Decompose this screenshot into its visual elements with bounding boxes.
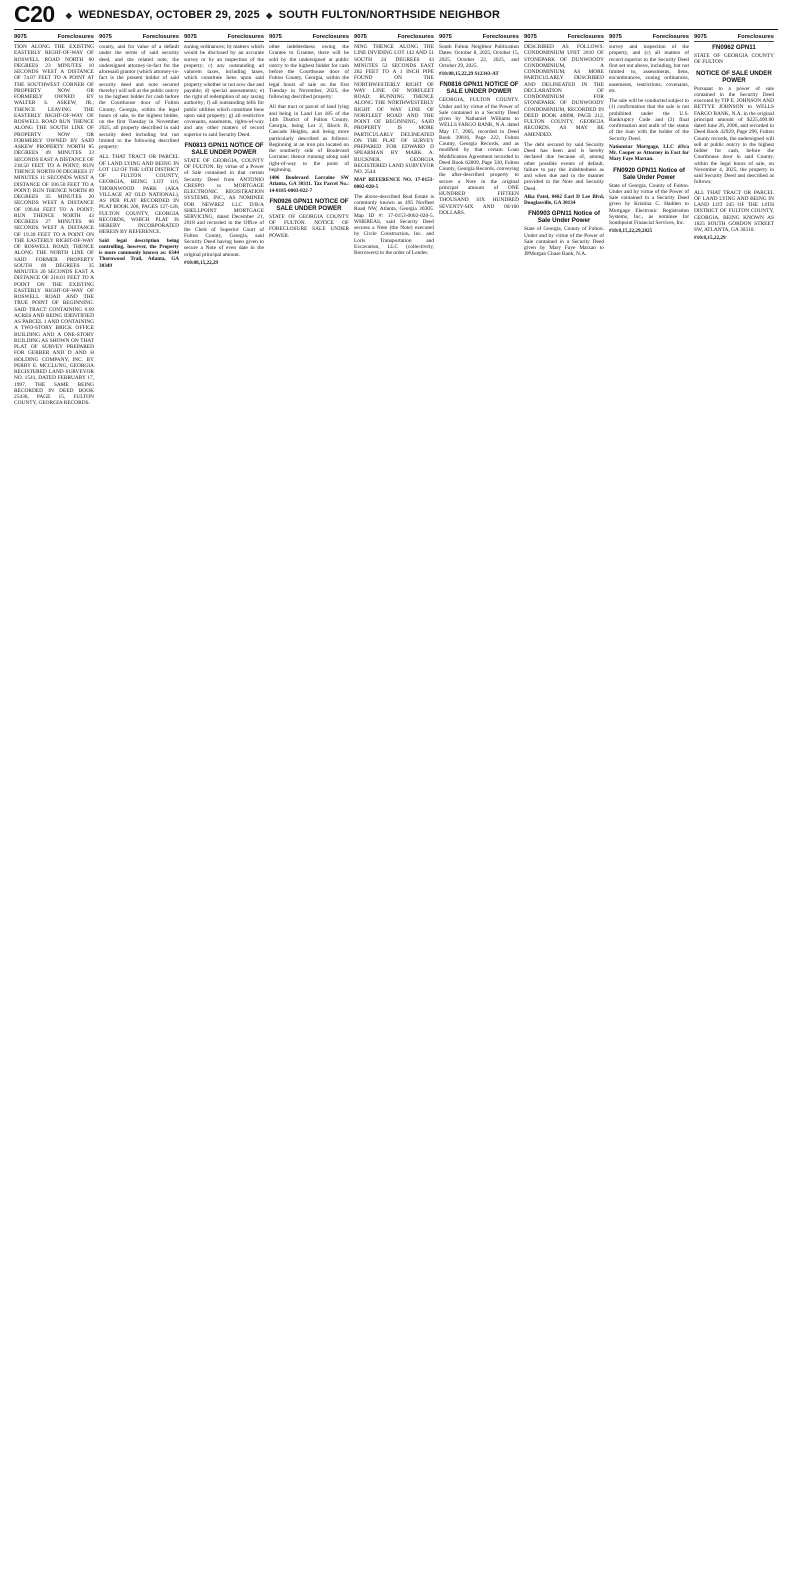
page-section: SOUTH FULTON/NORTHSIDE NEIGHBOR (278, 8, 501, 21)
legal-notice (524, 44, 604, 138)
column-header (184, 34, 264, 42)
column-code: 9075 (694, 34, 707, 40)
classified-columns (14, 34, 778, 1576)
classified-column (14, 34, 94, 1576)
diamond-icon: ◆ (65, 10, 73, 20)
legal-notice (609, 167, 689, 235)
notice-title: FN0962 GPN11 (712, 44, 756, 51)
legal-notice (694, 190, 774, 242)
legal-notice (184, 44, 264, 138)
legal-notice (439, 44, 519, 77)
notice-body: South Fulton Neighbor Publication Dates: October 8, 2025, October 15, 2025, October 22, 2025, and October 29, 2025. (439, 44, 519, 69)
legal-notice (609, 44, 689, 94)
notice-body: TION ALONG THE EXISTING EASTERLY RIGHT-OF-WAY OF ROSWELL ROAD NORTH 00 DEGREES 23 MINUTES 10 SECONDS WEST A DISTANCE OF 74.07 FEET TO A POINT AT THE SOUTHWEST CORNER OF PROPERTY NOW OR FORMERLY OWNED BY WALTER S. ASKEW, JR.; THENCE LEAVING THE EASTERLY RIGHT-OF-WAY OF ROSWELL ROAD RUN THENCE ALONG THE SOUTH LINE OF PROPERTY NOW OR FORMERLY OWNED BY SAID ASKEW PROPERTY NORTH 85 DEGREES 49 MINUTES 33 SECONDS EAST A DISTANCE OF 218.50 FEET TO A POINT; RUN THENCE NORTH 00 DEGREES 37 MINUTES 11 SECONDS WEST A DISTANCE OF 106.50 FEET TO A POINT; RUN THENCE NORTH 89 DEGREES 35 MINUTES 20 SECONDS WEST A DISTANCE OF 196.84 FEET TO A POINT; RUN THENCE NORTH 43 DEGREES 27 MINUTES 06 SECONDS WEST A DISTANCE OF 19.30 FEET TO A POINT ON THE EASTERLY RIGHT-OF-WAY OF ROSWELL ROAD; THENCE ALONG THE NORTH LINE OF SAID FORMER PROPERTY SOUTH 89 DEGREES 35 MINUTES 20 SECONDS EAST A DISTANCE OF 218.01 FEET TO A POINT ON THE EXISTING EASTERLY RIGHT-OF-WAY OF ROSWELL ROAD AND THE TRUE POINT OF BEGINNING. SAID TRACT CONTAINING 0.69 ACRES AND BEING IDENTIFIED AS PARCEL 1 AND CONTAINING A TWO-STORY BRICK OFFICE BUILDING AND A ONE-STORY BUILDING AS SHOWN ON THAT PLAT OF SURVEY PREPARED FOR GERBER AND D AND H HOLDING COMPANY, INC. BY PERRY E. MCCLUNG, GEORGIA REGISTERED LAND SURVEYOR NO. 1541, DATED FEBRUARY 17, 1997, THE SAME BEING RECORDED IN DEED BOOK 25436, PAGE 15, FULTON COUNTY, GEORGIA RECORDS. (14, 44, 94, 407)
notice-body: State of Georgia, County of Fulton. Under and by virtue of the Power of Sale contained in a Security Deed given by Mary Faye Marzan to JPMorgan Chase Bank, N.A. (524, 226, 604, 258)
column-section: Foreclosures (652, 34, 689, 40)
notice-body: The debt secured by said Security Deed has been and is hereby declared due because of, among other possible events of default, failure to pay the indebtedness as and when due and in the manner provided in the Note and Security Deed. (524, 141, 604, 192)
column-header (14, 34, 94, 42)
legal-notice (354, 44, 434, 190)
notice-reference: Nationstar Mortgage, LLC d/b/a Mr. Cooper as Attorney in Fact for Mary Faye Marzan. (609, 143, 689, 163)
notice-title: FN0813 GPN11 NOTICE OF SALE UNDER POWER (184, 141, 264, 156)
legal-notice (99, 44, 179, 150)
column-code: 9075 (524, 34, 537, 40)
notice-body: DESCRIBED AS FOLLOWS: CONDOMINIUM UNIT 2010 OF STONEPARK OF DUNWOODY CONDOMINIUM, A CONDOMINIUM, AS MORE PARTICULARLY DESCRIBED AND DELINEATED IN THE DECLARATION OF CONDOMINIUM FOR STONEPARK OF DUNWOODY CONDOMINIUM, RECORDED IN DEED BOOK 40898, PAGE 212, FULTON COUNTY, GEORGIA RECORDS, AS MAY BE AMENDED. (524, 44, 604, 138)
notice-reference: Alka Patel, 8462 Earl D Lee Blvd, Douglasville, GA 30134 (524, 193, 604, 206)
classified-column (609, 34, 689, 1576)
legal-notice (524, 142, 604, 207)
legal-notice (354, 194, 434, 257)
column-section: Foreclosures (142, 34, 179, 40)
notice-reference: 1406 Boulevard Lorraine SW Atlanta, GA 30311. Tax Parcel No.: 14-0185-0003-022-7 (269, 175, 349, 194)
column-section: Foreclosures (312, 34, 349, 40)
column-section: Foreclosures (567, 34, 604, 40)
classified-column (524, 34, 604, 1576)
legal-notice (269, 44, 349, 100)
notice-reference: #10:8,15,22,29 (694, 235, 726, 242)
notice-reference: #10:08,15,22,29 S12343-AT (439, 71, 499, 77)
notice-body: The above-described Real Estate is commonly known as 495 Norfleet Road NW, Atlanta, Georgia 30305. Map ID #: 17-0153-0002-020-5. WHEREAS, said Security Deed secures a Note (the Note) executed by Circle Construction, Inc. and Loris Transportation and Excavation, LLC (collectively, Borrowers) to the order of Lender. (354, 193, 434, 256)
notice-title: FN0816 GPN11 NOTICE OF SALE UNDER POWER (439, 81, 519, 96)
column-code: 9075 (269, 34, 282, 40)
notice-title: FN0920 GPN11 Notice of Sale Under Power (613, 166, 685, 181)
column-code: 9075 (99, 34, 112, 40)
classified-column (99, 34, 179, 1576)
column-header (99, 34, 179, 42)
legal-notice (524, 210, 604, 257)
notice-body: GEORGIA, FULTON COUNTY. Under and by virtue of the Power of Sale contained in a Security Deed given by Nathaniel Williams to WELLS FARGO BANK, N.A. dated May 17, 2005, recorded in Deed Book 39816, Page 222, Fulton County, Georgia Records, and as modified by that certain Loan Modification Agreement recorded in Deed Book 62809, Page 330, Fulton County, Georgia Records, conveying the after-described property to secure a Note in the original principal amount of ONE HUNDRED FIFTEEN THOUSAND SIX HUNDRED SEVENTY-SIX AND 00/100 DOLLARS. (439, 97, 519, 216)
legal-notice (609, 98, 689, 163)
legal-notice (694, 70, 774, 186)
notice-title: NOTICE OF SALE UNDER POWER (696, 69, 772, 84)
legal-notice (269, 104, 349, 194)
classified-column (694, 34, 774, 1576)
legal-notice (269, 198, 349, 239)
column-header (524, 34, 604, 42)
column-code: 9075 (439, 34, 452, 40)
page-date: WEDNESDAY, OCTOBER 29, 2025 (78, 8, 260, 21)
notice-reference: #10:08,15,22,29 (184, 259, 219, 266)
notice-body: zoning ordinances; b) matters which would be disclosed by an accurate survey or by an inspection of the property; c) any outstanding ad valorem taxes, including taxes, which constitute liens upon said property whether or not now due and payable; d) special assessments; e) the right of redemption of any taxing authority; f) all outstanding bills for public utilities which constitute liens upon said property; g) all restrictive covenants, easements, rights-of-way and any other matters of record superior to said Security Deed. (184, 44, 264, 138)
notice-body: STATE OF GEORGIA COUNTY OF FULTON. NOTICE OF FORECLOSURE SALE UNDER POWER. (269, 213, 349, 239)
classified-column (354, 34, 434, 1576)
notice-reference: #10:8,15,22,29,2025 (609, 228, 653, 235)
notice-body: ALL THAT TRACT OR PARCEL OF LAND LYING AND BEING IN LAND LOT 245 OF THE 14TH DISTRICT OF FULTON COUNTY, GEORGIA, BEING KNOWN AS 1825 SOUTH GORDON STREET SW, ATLANTA, GA 30310. (694, 189, 774, 233)
column-header (269, 34, 349, 42)
column-code: 9075 (14, 34, 27, 40)
column-section: Foreclosures (737, 34, 774, 40)
notice-body: All that tract or parcel of land lying and being in Land Lot 185 of the 14th District of Fulton County, Georgia, being Lot 2, Block B, Cascade Heights, and being more particularly described as follows: Beginning at an iron pin located on the southerly side of Boulevard Lorraine; thence running along said right-of-way to the point of beginning. (269, 104, 349, 173)
page-masthead (14, 0, 778, 30)
diamond-icon: ◆ (266, 10, 273, 20)
column-section: Foreclosures (397, 34, 434, 40)
legal-notice (184, 142, 264, 266)
page-number: C20 (14, 1, 55, 27)
notice-body: The sale will be conducted subject to (1) confirmation that the sale is not prohibited under the U.S. Bankruptcy Code and (2) final confirmation and audit of the status of the loan with the holder of the Security Deed. (609, 98, 689, 142)
column-section: Foreclosures (482, 34, 519, 40)
column-code: 9075 (184, 34, 197, 40)
legal-notice (694, 44, 774, 66)
notice-body: STATE OF GEORGIA COUNTY OF FULTON (694, 53, 774, 66)
notice-title: FN0926 GPN11 NOTICE OF SALE UNDER POWER (269, 197, 349, 212)
column-header (694, 34, 774, 42)
legal-notice (439, 81, 519, 216)
classified-column (269, 34, 349, 1576)
column-section: Foreclosures (57, 34, 94, 40)
notice-body: other indebtedness owing the Grantee to Grantee, there will be sold by the undersigned at public outcry to the highest bidder for cash before the Courthouse door of Fulton County, Georgia, within the legal hours of sale on the first Tuesday in November, 2025, the following described property: (269, 44, 349, 100)
notice-body: State of Georgia, County of Fulton. Under and by virtue of the Power of Sale contained in a Security Deed given by Kristina C. Hadden to Mortgage Electronic Registration Systems, Inc., as nominee for Southpoint Financial Services, Inc. (609, 182, 689, 226)
column-section: Foreclosures (227, 34, 264, 40)
notice-body: county, and for value of a default under the terms of said security deed, and the related note, the undersigned attorney-in-fact for the aforesaid grantor (which attorney-in-fact is the present holder of said security deed and note secured thereby) will sell at the public outcry to the highest bidder for cash before the Courthouse door of Fulton County, Georgia, within the legal hours of sale, to the highest bidder, on the first Tuesday in November 2025, all property described in said security deed including but not limited to the following described property: (99, 44, 179, 150)
classified-column (439, 34, 519, 1576)
column-header (609, 34, 689, 42)
notice-body: survey and inspection of the property, and (c) all matters of record superior to the Security Deed first set out above, including, but not limited to, assessments, liens, encumbrances, zoning ordinances, easements, restrictions, covenants, etc. (609, 44, 689, 94)
page-date-line (63, 9, 501, 21)
notice-body: ALL THAT TRACT OR PARCEL OF LAND LYING AND BEING IN LOT 132 OF THE 14TH DISTRICT OF FULTON COUNTY, GEORGIA, BEING LOT 116, THORNWOOD PARK (AKA VILLAGE AT OLD NATIONAL), AS PER PLAT RECORDED IN PLAT BOOK 200, PAGES 127-128, FULTON COUNTY, GEORGIA RECORDS, WHICH PLAT IS HEREBY INCORPORATED HEREIN BY REFERENCE. (99, 154, 179, 236)
column-header (439, 34, 519, 42)
notice-body: NING THENCE ALONG THE LINE DIVIDING LOT 142 AND 51 SOUTH 24 DEGREES 43 MINUTES 52 SECONDS EAST 262 FEET TO A 1 INCH PIPE FOUND ON THE NORTHWESTERLY RIGHT OF WAY LINE OF NORFLEET ROAD; RUNNING THENCE ALONG THE NORTHWESTERLY RIGHT OF WAY LINE OF NORFLEET ROAD AND THE POINT OF BEGINNING, SAID PROPERTY IS MORE PARTICULARLY DELINEATED ON THE PLAT OF SURVEY PREPARED FOR EDWARD D SPEARMAN BY MARK A. BUCKNER, GEORGIA REGISTERED LAND SURVEYOR NO. 2544. (354, 44, 434, 175)
notice-reference: MAP REFERENCE NO. 17-0153-0002-020-5 (354, 177, 434, 190)
column-code: 9075 (354, 34, 367, 40)
notice-body: STATE OF GEORGIA, COUNTY OF FULTON. By virtue of a Power of Sale contained in that certain Security Deed from ANTONIO CRESPO to MORTGAGE ELECTRONIC REGISTRATION SYSTEMS, INC., AS NOMINEE FOR NEWREZ LLC D/B/A SHELLPOINT MORTGAGE SERVICING, dated December 21, 2018 and recorded in the Office of the Clerk of Superior Court of Fulton County, Georgia, said Security Deed having been given to secure a Note of even date in the original principal amount. (184, 157, 264, 258)
legal-notice (99, 154, 179, 269)
classified-column (184, 34, 264, 1576)
notice-body: Pursuant to a power of sale contained in the Security Deed executed by TIP E. JOHNSON AND BETTYE JOHNSON to WELLS FARGO BANK, N.A. in the original principal amount of $225,400.00 dated June 26, 2006, and recorded in Deed Book 42929, Page 296, Fulton County records, the undersigned will sell at public outcry to the highest bidder for cash, before the Courthouse door in said County, within the legal hours of sale, on November 4, 2025, the property in said Security Deed and described as follows: (694, 85, 774, 186)
notice-title: FN0903 GPN11 Notice of Sale Under Power (528, 210, 600, 225)
notice-reference: Said legal description being controlling, however, the Property is more commonly known as: 6344 Thornwood Trail, Atlanta, GA 30349 (99, 237, 179, 269)
column-code: 9075 (609, 34, 622, 40)
column-header (354, 34, 434, 42)
legal-notice (14, 44, 94, 407)
